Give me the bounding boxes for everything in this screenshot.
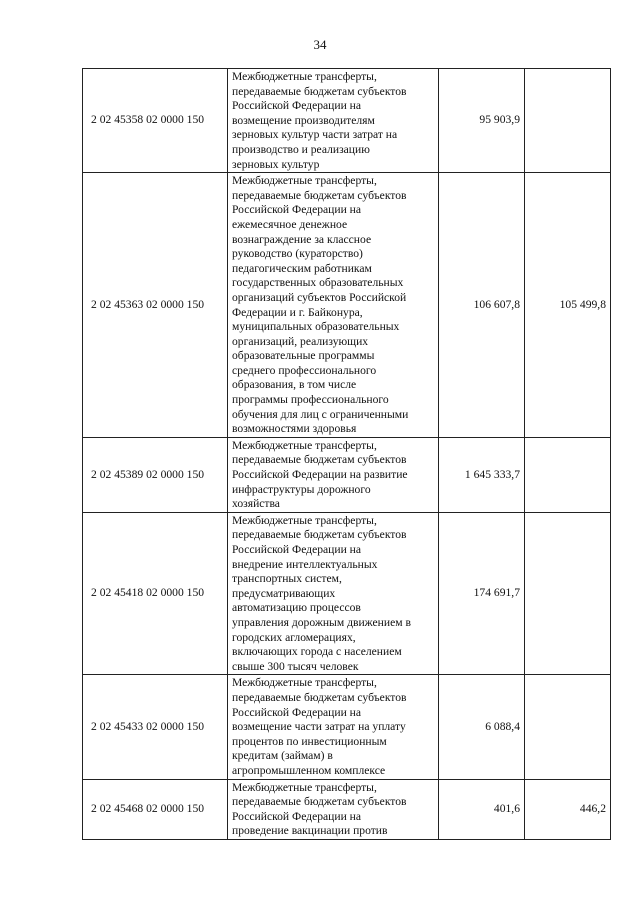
description-line: Федерации и г. Байконура, bbox=[232, 305, 363, 319]
amount-cell-second bbox=[525, 69, 611, 173]
budget-transfers-table bbox=[82, 68, 611, 840]
description-cell bbox=[228, 173, 439, 438]
description-line: включающих города с населением bbox=[232, 645, 402, 659]
description-line: организаций, реализующих bbox=[232, 334, 369, 348]
description-line: муниципальных образовательных bbox=[232, 320, 400, 334]
description-cell bbox=[228, 675, 439, 779]
description-line: передаваемые бюджетам субъектов bbox=[232, 84, 407, 98]
description-line: возмещение производителям bbox=[232, 113, 375, 127]
description-line: транспортных систем, bbox=[232, 572, 342, 586]
description-line: ежемесячное денежное bbox=[232, 217, 348, 231]
description-line: Российской Федерации на bbox=[232, 203, 362, 217]
amount-cell-first: 95 903,9 bbox=[439, 69, 525, 173]
description-line: автоматизацию процессов bbox=[232, 601, 361, 615]
description-line: Межбюджетные трансферты, bbox=[232, 70, 377, 83]
description-line: организаций субъектов Российской bbox=[232, 290, 407, 304]
table-row bbox=[83, 437, 611, 512]
amount-cell-second: 446,2 bbox=[525, 779, 611, 839]
description-line: передаваемые бюджетам субъектов bbox=[232, 690, 407, 704]
description-line: Российской Федерации на bbox=[232, 809, 362, 823]
description-line: внедрение интеллектуальных bbox=[232, 557, 378, 571]
description-line: Российской Федерации на bbox=[232, 543, 362, 556]
description-line: Российской Федерации на развитие bbox=[232, 468, 408, 482]
table-row bbox=[83, 675, 611, 779]
page-number: 34 bbox=[313, 37, 327, 52]
description-line: зерновых культур части затрат на bbox=[232, 128, 398, 142]
description-line: передаваемые бюджетам субъектов bbox=[232, 188, 407, 202]
description-line: предусматривающих bbox=[232, 586, 336, 600]
budget-code-cell: 2 02 45433 02 0000 150 bbox=[83, 675, 228, 779]
amount-cell-first: 174 691,7 bbox=[439, 512, 525, 675]
budget-code-cell: 2 02 45418 02 0000 150 bbox=[83, 512, 228, 675]
description-line: государственных образовательных bbox=[232, 276, 404, 290]
description-line: городских агломерациях, bbox=[232, 630, 356, 644]
description-line: передаваемые бюджетам субъектов bbox=[232, 453, 407, 467]
table-row bbox=[83, 69, 611, 173]
description-line: управления дорожным движением в bbox=[232, 615, 411, 629]
amount-cell-second bbox=[525, 437, 611, 512]
description-line: Межбюджетные трансферты, bbox=[232, 676, 377, 690]
amount-cell-first: 401,6 bbox=[439, 779, 525, 839]
amount-cell-second: 105 499,8 bbox=[525, 173, 611, 438]
description-line: инфраструктуры дорожного bbox=[232, 482, 371, 496]
budget-code-cell: 2 02 45363 02 0000 150 bbox=[83, 173, 228, 438]
description-line: свыше 300 тысяч человек bbox=[232, 659, 359, 673]
description-line: передаваемые бюджетам субъектов bbox=[232, 528, 407, 542]
description-line: обучения для лиц с ограниченными bbox=[232, 407, 409, 421]
description-cell bbox=[228, 779, 439, 839]
description-cell bbox=[228, 69, 439, 173]
amount-cell-first: 1 645 333,7 bbox=[439, 437, 525, 512]
description-line: кредитам (займам) в bbox=[232, 749, 333, 763]
budget-code-cell: 2 02 45468 02 0000 150 bbox=[83, 779, 228, 839]
description-line: хозяйства bbox=[232, 497, 280, 511]
description-cell bbox=[228, 437, 439, 512]
description-line: возможностями здоровья bbox=[232, 422, 357, 436]
table-row bbox=[83, 512, 611, 675]
description-line: проведение вакцинации против bbox=[232, 824, 388, 838]
table-row bbox=[83, 779, 611, 839]
description-line: Межбюджетные трансферты, bbox=[232, 438, 377, 452]
description-line: процентов по инвестиционным bbox=[232, 734, 387, 748]
description-line: зерновых культур bbox=[232, 157, 320, 171]
description-line: педагогическим работникам bbox=[232, 261, 372, 275]
amount-cell-second bbox=[525, 675, 611, 779]
description-line: возмещение части затрат на уплату bbox=[232, 720, 406, 734]
table-row bbox=[83, 173, 611, 438]
description-line: руководство (кураторство) bbox=[232, 247, 363, 261]
description-line: Российской Федерации на bbox=[232, 705, 362, 719]
amount-cell-second bbox=[525, 512, 611, 675]
budget-code-cell: 2 02 45358 02 0000 150 bbox=[83, 69, 228, 173]
description-line: Межбюджетные трансферты, bbox=[232, 174, 377, 188]
budget-code-cell: 2 02 45389 02 0000 150 bbox=[83, 437, 228, 512]
description-line: программы профессионального bbox=[232, 393, 389, 407]
description-line: вознаграждение за классное bbox=[232, 232, 372, 246]
description-line: Российской Федерации на bbox=[232, 99, 362, 113]
description-cell bbox=[228, 512, 439, 675]
description-line: агропромышленном комплексе bbox=[232, 763, 386, 777]
amount-cell-first: 6 088,4 bbox=[439, 675, 525, 779]
description-line: среднего профессионального bbox=[232, 363, 377, 377]
description-line: образовательные программы bbox=[232, 349, 375, 363]
description-line: Межбюджетные трансферты, bbox=[232, 513, 377, 527]
amount-cell-first: 106 607,8 bbox=[439, 173, 525, 438]
description-line: Межбюджетные трансферты, bbox=[232, 780, 377, 794]
description-line: производство и реализацию bbox=[232, 142, 370, 156]
table-body bbox=[83, 69, 611, 840]
description-line: образования, в том числе bbox=[232, 378, 357, 392]
description-line: передаваемые бюджетам субъектов bbox=[232, 795, 407, 809]
